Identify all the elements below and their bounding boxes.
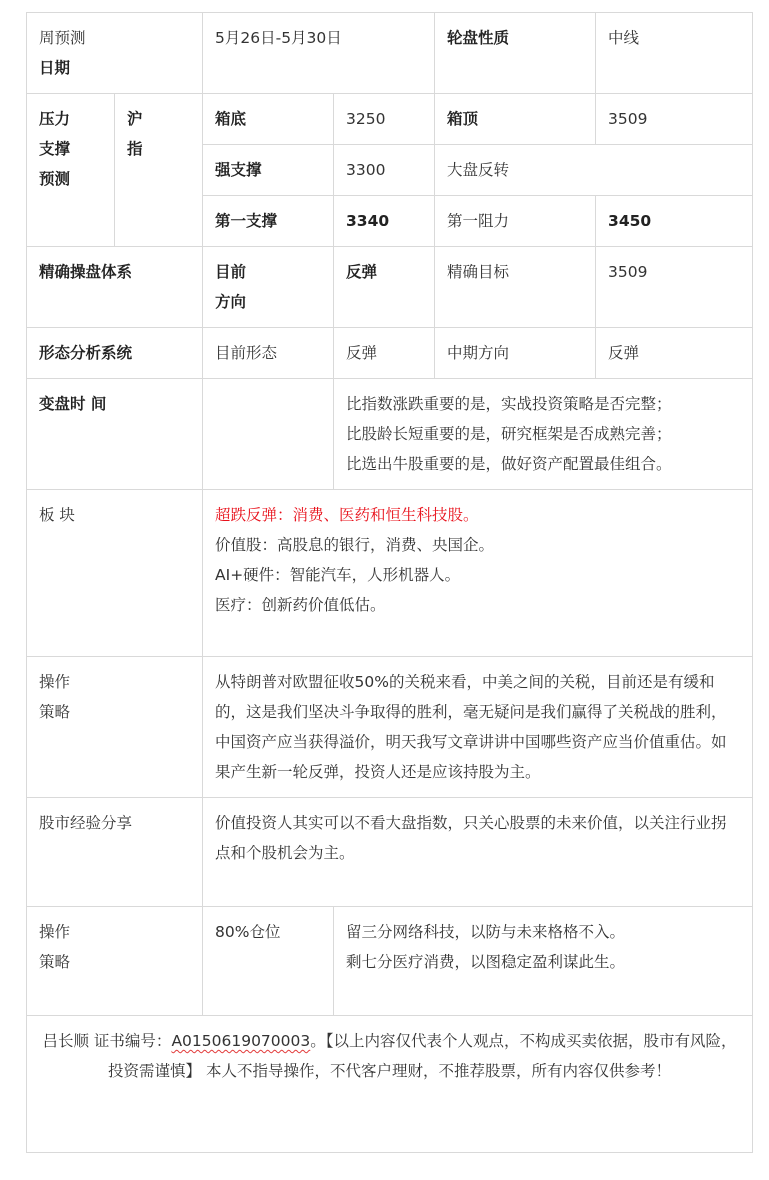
strategy-label-cell: [27, 657, 203, 798]
current-pattern-value: 反弹: [334, 328, 435, 379]
first-support-value: 3340: [334, 196, 435, 247]
change-time-line-3: 比选出牛股重要的是，做好资产配置最佳组合。: [346, 455, 672, 473]
pressure-label-3: 预测: [39, 170, 71, 188]
position-line-1: 留三分网络科技，以防与未来格格不入。: [346, 923, 626, 941]
direction-label-2: 方向: [215, 293, 247, 311]
position-label-2: 策略: [39, 953, 71, 971]
change-time-line-1: 比指数涨跌重要的是，实战投资策略是否完整；: [346, 395, 672, 413]
strong-support-value: 3300: [334, 145, 435, 196]
certificate-number: A0150619070003: [171, 1032, 311, 1050]
index-label-1: 沪: [127, 110, 143, 128]
target-label: 精确目标: [435, 247, 596, 328]
row-pattern: [27, 328, 753, 379]
current-pattern-label: 目前形态: [203, 328, 334, 379]
position-text-cell: [334, 907, 753, 1016]
sectors-line-1: 价值股：高股息的银行，消费、央国企。: [215, 536, 495, 554]
box-bottom-label: 箱底: [203, 94, 334, 145]
forecast-table: [26, 12, 753, 1153]
first-resistance-value: 3450: [596, 196, 753, 247]
box-bottom-value: 3250: [334, 94, 435, 145]
position-label-1: 操作: [39, 923, 71, 941]
sectors-label: 板 块: [27, 490, 203, 657]
pressure-label-2: 支撑: [39, 140, 71, 158]
strategy-label-2: 策略: [39, 703, 71, 721]
disclaimer-text: 。【以上内容仅代表个人观点，不构成买卖依据，股市有风险，投资需谨慎】 本人不指导操作，不代客户理财，不推荐股票，所有内容仅供参考！: [108, 1032, 737, 1080]
row-change-time: [27, 379, 753, 490]
week-forecast-label-cell: [27, 13, 203, 94]
first-support-label: 第一支撑: [203, 196, 334, 247]
row-strategy: [27, 657, 753, 798]
strategy-text: 从特朗普对欧盟征收50%的关税来看，中美之间的关税，目前还是有缓和的，这是我们坚决斗争取得的胜利，毫无疑问是我们赢得了关税战的胜利，中国资产应当获得溢价，明天我写文章讲讲中国哪些资产应当价值重估。如果产生新一轮反弹，投资人还是应该持股为主。: [203, 657, 753, 798]
date-range-cell: [203, 13, 435, 94]
position-value: 80%仓位: [203, 907, 334, 1016]
direction-label-1: 目前: [215, 263, 247, 281]
strong-support-label: 强支撑: [203, 145, 334, 196]
first-resistance-label: 第一阻力: [435, 196, 596, 247]
change-time-empty: [203, 379, 334, 490]
direction-value: 反弹: [334, 247, 435, 328]
direction-label-cell: [203, 247, 334, 328]
sectors-text-cell: [203, 490, 753, 657]
box-top-label: 箱顶: [435, 94, 596, 145]
strategy-label-1: 操作: [39, 673, 71, 691]
target-value: 3509: [596, 247, 753, 328]
mid-direction-label: 中期方向: [435, 328, 596, 379]
mid-direction-value: 反弹: [596, 328, 753, 379]
row-experience: [27, 798, 753, 907]
change-time-line-2: 比股龄长短重要的是，研究框架是否成熟完善；: [346, 425, 672, 443]
pattern-label: 形态分析系统: [27, 328, 203, 379]
sectors-line-2: AI+硬件：智能汽车，人形机器人。: [215, 566, 461, 584]
date-label: 日期: [39, 59, 71, 77]
index-label-2: 指: [127, 140, 143, 158]
change-time-label: 变盘时 间: [27, 379, 203, 490]
box-top-value: 3509: [596, 94, 753, 145]
precise-system-label: 精确操盘体系: [27, 247, 203, 328]
strong-support-note: 大盘反转: [435, 145, 753, 196]
pressure-label-cell: [27, 94, 115, 247]
experience-label: 股市经验分享: [27, 798, 203, 907]
experience-text: 价值投资人其实可以不看大盘指数，只关心股票的未来价值，以关注行业拐点和个股机会为主。: [203, 798, 753, 907]
pressure-label-1: 压力: [39, 110, 71, 128]
position-line-2: 剩七分医疗消费，以图稳定盈利谋此生。: [346, 953, 626, 971]
change-time-text-cell: [334, 379, 753, 490]
week-forecast-label: 周预测: [39, 29, 86, 47]
index-label-cell: [115, 94, 203, 247]
disclaimer-cell: [27, 1016, 753, 1153]
row-position: [27, 907, 753, 1016]
position-label-cell: [27, 907, 203, 1016]
date-range: 5月26日-5月30日: [215, 29, 342, 47]
row-week-forecast: [27, 13, 753, 94]
nature-value: 中线: [596, 13, 753, 94]
row-sectors: [27, 490, 753, 657]
row-box: [27, 94, 753, 145]
nature-label: 轮盘性质: [435, 13, 596, 94]
row-disclaimer: [27, 1016, 753, 1153]
sectors-highlight: 超跌反弹：消费、医药和恒生科技股。: [215, 506, 479, 524]
sectors-line-3: 医疗：创新药价值低估。: [215, 596, 386, 614]
row-precise-system: [27, 247, 753, 328]
author-label: 吕长顺 证书编号：: [42, 1032, 172, 1050]
